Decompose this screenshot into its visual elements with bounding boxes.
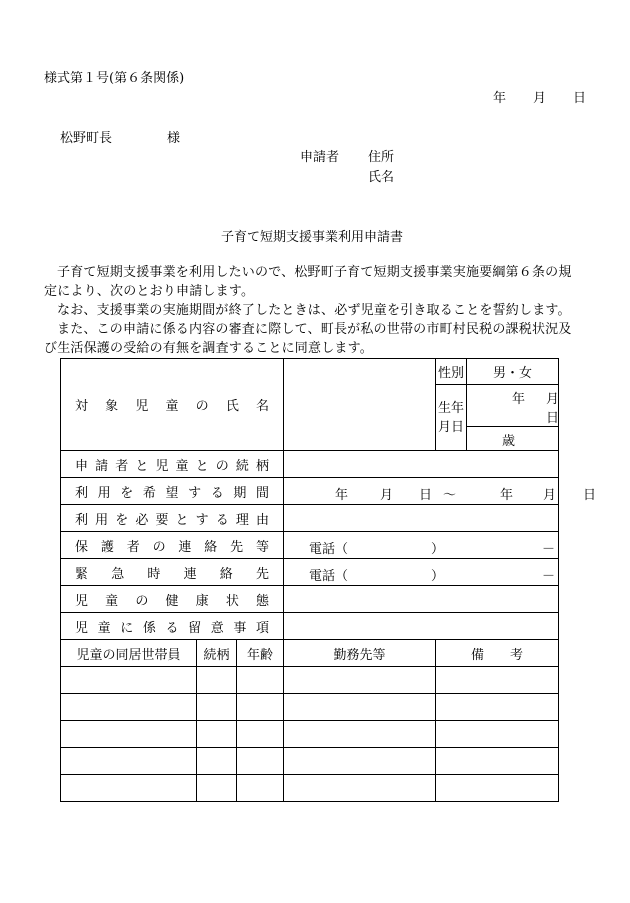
gender-label: 性別 [436, 359, 467, 385]
household-cell[interactable] [61, 748, 197, 775]
household-cell[interactable] [237, 667, 284, 694]
household-cell[interactable] [197, 694, 237, 721]
household-cell[interactable] [237, 748, 284, 775]
paragraph-1: 子育て短期支援事業を利用したいので、松野町子育て短期支援事業実施要綱第６条の規 [57, 265, 572, 280]
form-number: 様式第１号(第６条関係) [44, 71, 185, 86]
date-year: 年 [493, 91, 507, 106]
health-label: 児童の健康状態 [61, 586, 284, 613]
household-cell[interactable] [284, 694, 436, 721]
household-cell[interactable] [284, 667, 436, 694]
notes-label: 児童に係る留意事項 [61, 613, 284, 640]
period-value[interactable]: 年 月 日 ～ 年 月 日 [284, 478, 559, 505]
guardian-contact-value[interactable]: 電話（ ） － [284, 532, 559, 559]
household-cell[interactable] [436, 748, 559, 775]
household-row [61, 775, 559, 802]
paragraph-2: なお、支援事業の実施期間が終了したときは、必ず児童を引き取ることを誓約します。 [57, 303, 571, 318]
document-title: 子育て短期支援事業利用申請書 [221, 230, 404, 245]
name-label: 氏名 [368, 170, 395, 185]
notes-value[interactable] [284, 613, 559, 640]
household-cell[interactable] [436, 667, 559, 694]
household-cell[interactable] [237, 775, 284, 802]
paragraph-3: また、この申請に係る内容の審査に際して、町長が私の世帯の市町村民税の課税状況及 [57, 322, 572, 337]
household-cell[interactable] [61, 775, 197, 802]
household-row [61, 667, 559, 694]
guardian-contact-label: 保護者の連絡先等 [61, 532, 284, 559]
household-age-header: 年齢 [237, 640, 284, 667]
household-cell[interactable] [197, 775, 237, 802]
age-value[interactable]: 歳 [467, 427, 559, 451]
gender-value[interactable]: 男・女 [467, 359, 559, 385]
relationship-value[interactable] [284, 451, 559, 478]
household-cell[interactable] [61, 667, 197, 694]
period-label: 利用を希望する期間 [61, 478, 284, 505]
emergency-contact-value[interactable]: 電話（ ） － [284, 559, 559, 586]
reason-value[interactable] [284, 505, 559, 532]
household-cell[interactable] [284, 775, 436, 802]
household-cell[interactable] [61, 721, 197, 748]
household-workplace-header: 勤務先等 [284, 640, 436, 667]
household-cell[interactable] [284, 721, 436, 748]
household-row [61, 694, 559, 721]
household-row [61, 721, 559, 748]
body-text [44, 263, 590, 358]
date-day: 日 [573, 91, 587, 106]
household-cell[interactable] [284, 748, 436, 775]
application-table [60, 358, 597, 802]
household-cell[interactable] [237, 694, 284, 721]
household-cell[interactable] [197, 721, 237, 748]
household-row [61, 748, 559, 775]
household-cell[interactable] [436, 694, 559, 721]
date-month: 月 [533, 91, 547, 106]
household-cell[interactable] [197, 748, 237, 775]
child-name-label: 対象児童の氏名 [61, 359, 284, 451]
addressee: 松野町長 [60, 131, 113, 146]
applicant-label: 申請者 [300, 150, 340, 165]
dob-value[interactable]: 年 月 日 [467, 385, 559, 427]
paragraph-1-cont: 定により、次のとおり申請します。 [44, 284, 255, 299]
address-label: 住所 [368, 150, 395, 165]
household-cell[interactable] [436, 721, 559, 748]
household-members-header: 児童の同居世帯員 [61, 640, 197, 667]
relationship-label: 申請者と児童との続柄 [61, 451, 284, 478]
emergency-contact-label: 緊急時連絡先 [61, 559, 284, 586]
household-cell[interactable] [237, 721, 284, 748]
child-name-value[interactable] [284, 359, 436, 451]
household-relation-header: 続柄 [197, 640, 237, 667]
household-cell[interactable] [436, 775, 559, 802]
reason-label: 利用を必要とする理由 [61, 505, 284, 532]
honorific: 様 [167, 131, 181, 146]
paragraph-3-cont: び生活保護の受給の有無を調査することに同意します。 [44, 341, 373, 356]
household-cell[interactable] [61, 694, 197, 721]
household-cell[interactable] [197, 667, 237, 694]
household-remarks-header: 備 考 [436, 640, 559, 667]
dob-label: 生年 月日 [436, 385, 467, 451]
health-value[interactable] [284, 586, 559, 613]
